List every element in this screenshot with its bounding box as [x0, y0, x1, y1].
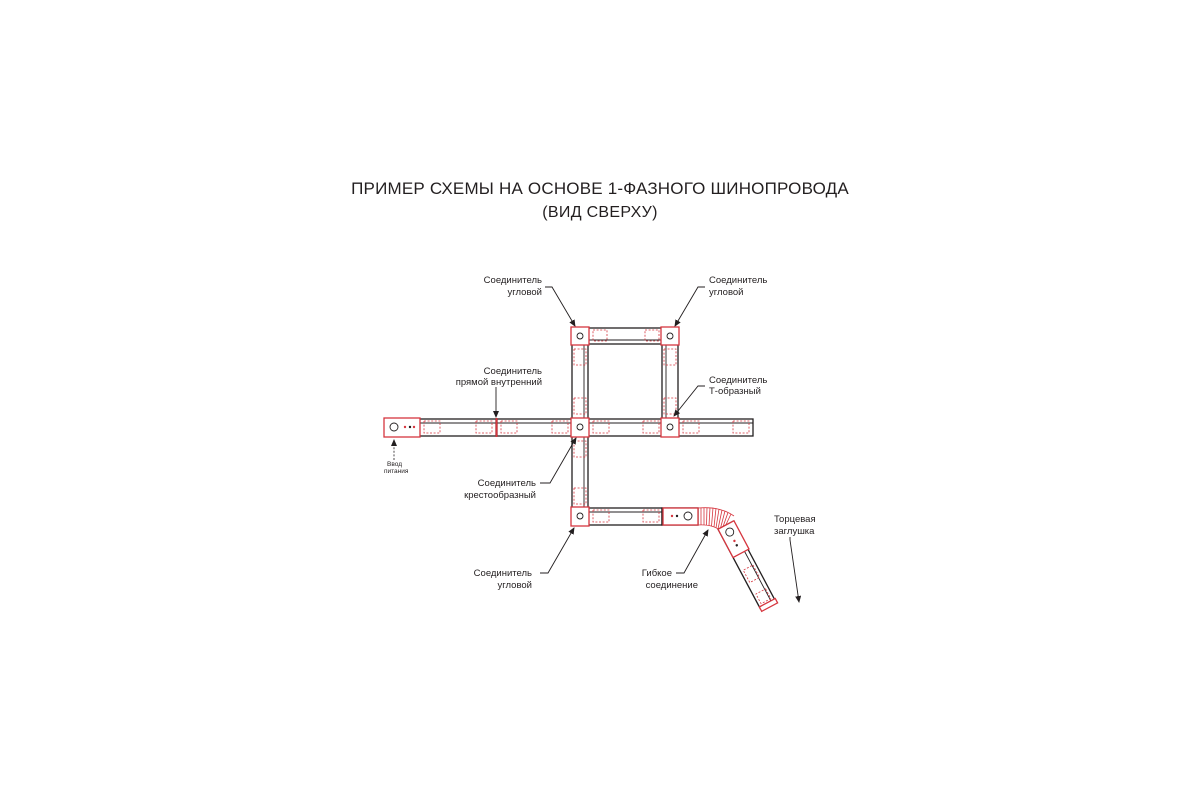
connector-corner-bottom	[571, 507, 589, 526]
label-t-connector-line1: Соединитель	[709, 375, 768, 386]
power-input-feed	[384, 418, 420, 437]
connector-t	[661, 418, 679, 437]
label-straight-inner-line2: прямой внутренний	[455, 377, 542, 388]
label-t-connector-line2: Т-образный	[709, 386, 761, 397]
rail-main-left	[419, 419, 496, 436]
rail-bottom	[588, 508, 662, 525]
rail-main-right	[678, 419, 753, 436]
rail-main-mid	[497, 419, 572, 436]
label-flexible-line1: Гибкое	[641, 568, 672, 579]
label-straight-inner-line1: Соединитель	[483, 366, 542, 377]
connector-corner-top-right	[661, 327, 679, 345]
diagram-subtitle: (ВИД СВЕРХУ)	[542, 204, 658, 221]
label-flexible-line2: соединение	[645, 580, 698, 591]
label-corner-top-left-line1: Соединитель	[483, 275, 542, 286]
label-power-input-line1: Ввод	[387, 461, 402, 468]
label-corner-top-right-line1: Соединитель	[709, 275, 768, 286]
label-cross-line1: Соединитель	[477, 478, 536, 489]
label-corner-bottom-line2: угловой	[497, 580, 532, 591]
flex-feed-block	[663, 508, 698, 525]
label-end-cap-line2: заглушка	[774, 526, 815, 537]
label-cross-line2: крестообразный	[464, 490, 536, 501]
diagram-title: ПРИМЕР СХЕМЫ НА ОСНОВЕ 1-ФАЗНОГО ШИНОПРОВОДА	[351, 179, 849, 198]
rail-top	[588, 328, 662, 344]
rail-main-center	[588, 419, 662, 436]
label-corner-bottom-line1: Соединитель	[473, 568, 532, 579]
label-corner-top-right-line2: угловой	[709, 287, 744, 298]
label-power-input-line2: питания	[384, 468, 409, 475]
label-end-cap-line1: Торцевая	[774, 514, 816, 525]
connector-cross	[571, 418, 589, 437]
connector-corner-top-left	[571, 327, 589, 345]
rails	[419, 328, 775, 609]
label-corner-top-left-line2: угловой	[507, 287, 542, 298]
rail-details	[424, 330, 771, 604]
